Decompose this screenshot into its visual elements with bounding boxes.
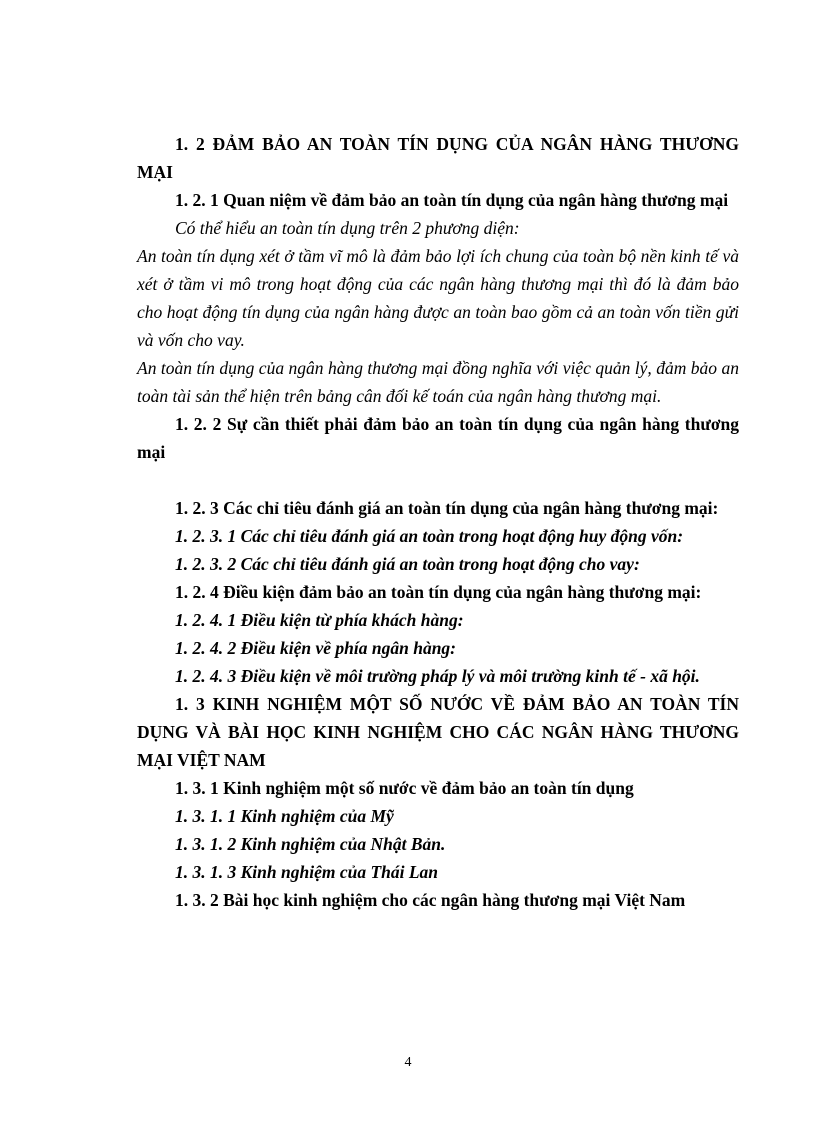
heading-1-3-2: 1. 3. 2 Bài học kinh nghiệm cho các ngân hàng thương mại Việt Nam: [175, 890, 686, 910]
heading-1-3: 1. 3 KINH NGHIỆM MỘT SỐ NƯỚC VỀ ĐẢM BẢO AN TOÀN TÍN DỤNG VÀ BÀI HỌC KINH NGHIỆM CHO CÁC NGÂN HÀNG THƯƠNG MẠI VIỆT NAM: [137, 694, 739, 770]
heading-1-3-1: 1. 3. 1 Kinh nghiệm một số nước về đảm bảo an toàn tín dụng: [175, 778, 634, 798]
heading-1-3-1-1: 1. 3. 1. 1 Kinh nghiệm của Mỹ: [175, 806, 394, 826]
heading-1-3-1-3: 1. 3. 1. 3 Kinh nghiệm của Thái Lan: [175, 862, 439, 882]
page-number: 4: [404, 1055, 412, 1070]
heading-1-2-4-2: 1. 2. 4. 2 Điều kiện về phía ngân hàng:: [175, 638, 456, 658]
heading-1-2-1: 1. 2. 1 Quan niệm về đảm bảo an toàn tín dụng của ngân hàng thương mại: [175, 190, 729, 210]
paragraph-asset-safety: An toàn tín dụng của ngân hàng thương mại đồng nghĩa với việc quản lý, đảm bảo an toàn tài sản thể hiện trên bảng cân đối kế toán của ngân hàng thương mại.: [137, 358, 739, 406]
heading-1-2-4-1: 1. 2. 4. 1 Điều kiện từ phía khách hàng:: [175, 610, 464, 630]
heading-1-2-3-2: 1. 2. 3. 2 Các chỉ tiêu đánh giá an toàn trong hoạt động cho vay:: [175, 554, 640, 574]
heading-1-2-2: 1. 2. 2 Sự cần thiết phải đảm bảo an toàn tín dụng của ngân hàng thương mại: [137, 414, 739, 462]
paragraph-macro-micro: An toàn tín dụng xét ở tầm vĩ mô là đảm bảo lợi ích chung của toàn bộ nền kinh tế và xét ở tầm vi mô trong hoạt động của các ngân hàng thương mại thì đó là đảm bảo cho hoạt động tín dụng của ngân hàng được an toàn bao gồm cả an toàn vốn tiền gửi và vốn cho vay.: [137, 246, 739, 350]
document-body: [137, 130, 739, 914]
heading-1-2-3-1: 1. 2. 3. 1 Các chỉ tiêu đánh giá an toàn trong hoạt động huy động vốn:: [175, 526, 684, 546]
heading-1-2-3: 1. 2. 3 Các chỉ tiêu đánh giá an toàn tín dụng của ngân hàng thương mại:: [175, 498, 719, 518]
heading-1-3-1-2: 1. 3. 1. 2 Kinh nghiệm của Nhật Bản.: [175, 834, 446, 854]
heading-1-2-4: 1. 2. 4 Điều kiện đảm bảo an toàn tín dụng của ngân hàng thương mại:: [175, 582, 702, 602]
blank-line: [137, 466, 739, 494]
heading-1-2-4-3: 1. 2. 4. 3 Điều kiện về môi trường pháp lý và môi trường kinh tế - xã hội.: [175, 666, 700, 686]
intro-paragraph: Có thể hiểu an toàn tín dụng trên 2 phương diện:: [175, 218, 520, 238]
heading-1-2: 1. 2 ĐẢM BẢO AN TOÀN TÍN DỤNG CỦA NGÂN HÀNG THƯƠNG MẠI: [137, 134, 739, 182]
